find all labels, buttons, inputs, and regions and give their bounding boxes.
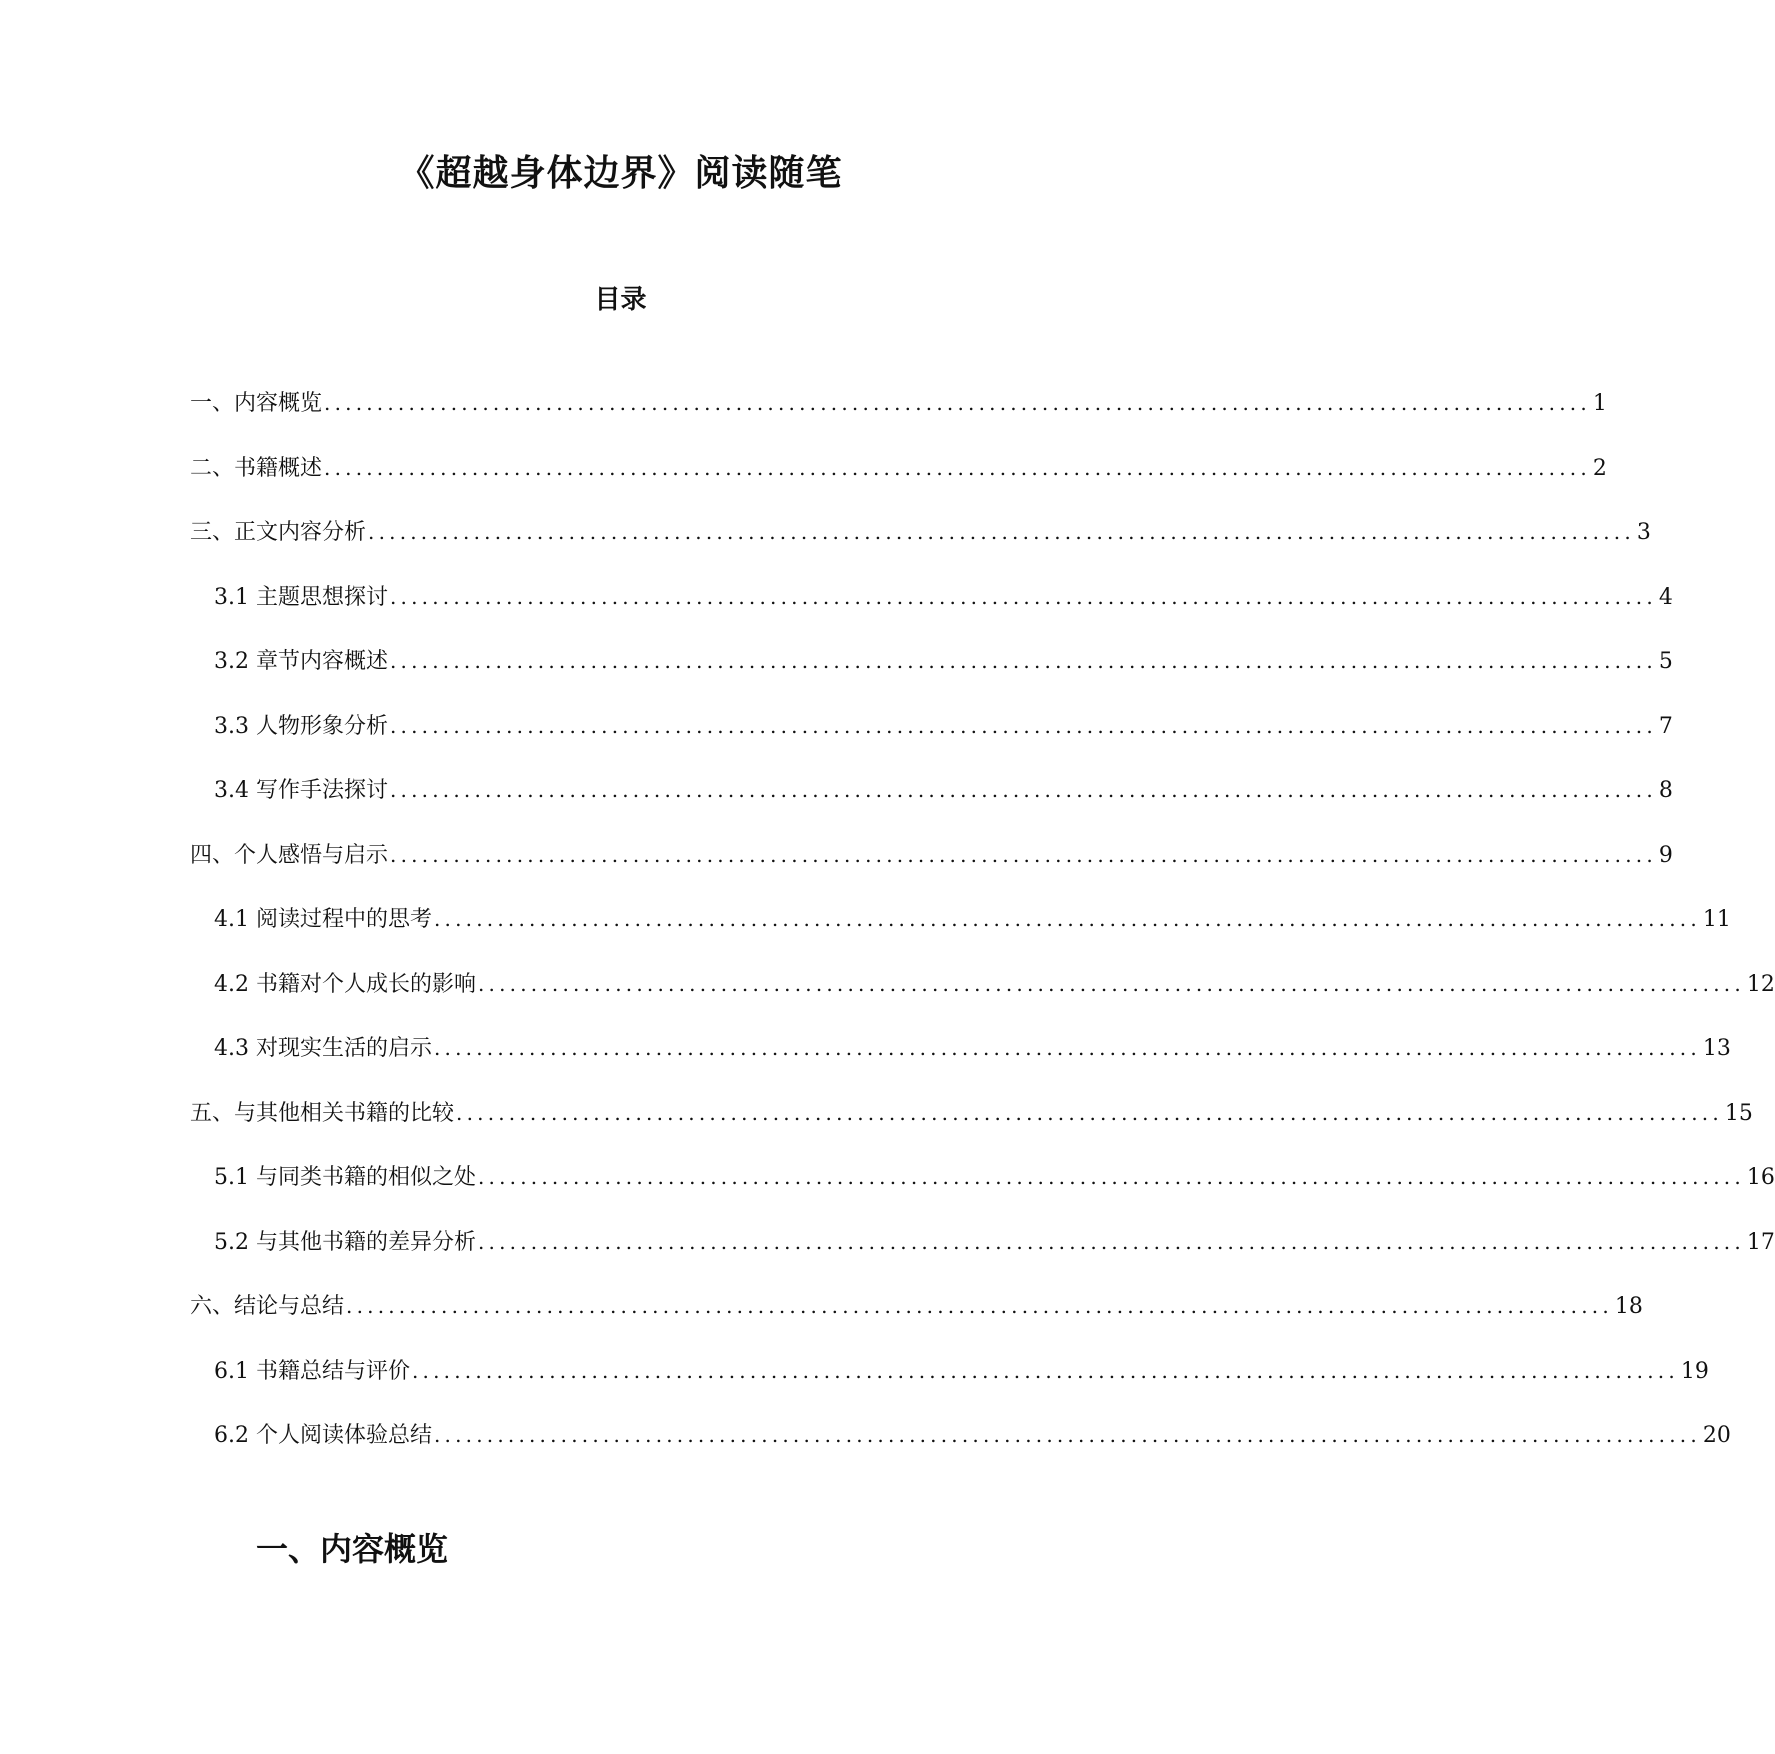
toc-leader-dots: ........................................................................................................................ <box>477 1229 1745 1254</box>
toc-entry[interactable] <box>214 966 1775 1002</box>
toc-entry-label: 6.1 书籍总结与评价 <box>214 1358 410 1384</box>
toc-leader-dots: ........................................................................................................................ <box>324 455 1591 480</box>
toc-entry[interactable] <box>190 514 1651 550</box>
toc-entry-label: 3.2 章节内容概述 <box>214 649 388 674</box>
toc-leader-dots: ........................................................................................................................ <box>368 520 1635 544</box>
toc-leader-dots: ........................................................................................................................ <box>346 1294 1613 1318</box>
toc-entry-page: 16 <box>1746 1165 1775 1190</box>
toc-leader-dots: ........................................................................................................................ <box>411 1358 1679 1383</box>
toc-entry[interactable] <box>214 579 1673 615</box>
toc-entry-page: 3 <box>1636 520 1651 545</box>
toc-entry-page: 9 <box>1658 842 1673 868</box>
toc-entry-label: 一、内容概览 <box>190 391 323 416</box>
toc-heading: 目录 <box>594 285 647 315</box>
toc-entry-label: 4.3 对现实生活的启示 <box>214 1036 432 1061</box>
toc-entry-label: 六、结论与总结 <box>190 1294 345 1319</box>
toc-entry[interactable] <box>190 1288 1643 1324</box>
toc-entry-label: 3.4 写作手法探讨 <box>214 778 388 803</box>
toc-entry-page: 13 <box>1702 1036 1731 1061</box>
toc-entry-page: 20 <box>1702 1423 1731 1448</box>
toc-leader-dots: ........................................................................................................................ <box>433 907 1701 931</box>
toc-leader-dots: ........................................................................................................................ <box>389 778 1657 802</box>
toc-entry-page: 5 <box>1658 649 1673 674</box>
toc-leader-dots: ........................................................................................................................ <box>456 1100 1723 1125</box>
toc-entry[interactable] <box>190 837 1673 873</box>
document-title: 《超越身体边界》阅读随笔 <box>398 153 843 194</box>
toc-entry-page: 11 <box>1702 907 1731 932</box>
toc-entry-page: 8 <box>1658 778 1673 803</box>
toc-entry[interactable] <box>214 1030 1731 1066</box>
toc-entry-page: 7 <box>1658 713 1673 739</box>
toc-leader-dots: ........................................................................................................................ <box>324 391 1591 415</box>
toc-entry-label: 6.2 个人阅读体验总结 <box>214 1423 432 1448</box>
toc-entry-label: 五、与其他相关书籍的比较 <box>190 1100 455 1126</box>
toc-entry-page: 18 <box>1614 1294 1643 1319</box>
toc-leader-dots: ........................................................................................................................ <box>477 971 1745 996</box>
toc-leader-dots: ........................................................................................................................ <box>390 842 1657 867</box>
toc-entry-page: 4 <box>1658 584 1673 610</box>
toc-entry-page: 19 <box>1680 1358 1709 1384</box>
toc-leader-dots: ........................................................................................................................ <box>389 584 1657 609</box>
toc-entry-label: 四、个人感悟与启示 <box>190 842 389 868</box>
toc-entry-page: 12 <box>1746 971 1775 997</box>
toc-entry-page: 17 <box>1746 1229 1775 1255</box>
toc-leader-dots: ........................................................................................................................ <box>477 1165 1745 1189</box>
toc-entry-label: 3.3 人物形象分析 <box>214 713 388 739</box>
toc-entry-page: 15 <box>1724 1100 1753 1126</box>
toc-entry[interactable] <box>214 1224 1775 1260</box>
toc-entry-label: 5.1 与同类书籍的相似之处 <box>214 1165 476 1190</box>
section-heading: 一、内容概览 <box>256 1530 449 1568</box>
toc-entry[interactable] <box>214 1353 1709 1389</box>
toc-entry-label: 二、书籍概述 <box>190 455 323 481</box>
toc-entry-label: 三、正文内容分析 <box>190 520 367 545</box>
toc-entry-label: 4.2 书籍对个人成长的影响 <box>214 971 476 997</box>
toc-entry[interactable] <box>214 772 1673 808</box>
toc-leader-dots: ........................................................................................................................ <box>433 1036 1701 1060</box>
toc-entry[interactable] <box>214 708 1673 744</box>
toc-entry[interactable] <box>190 385 1607 421</box>
toc-entry[interactable] <box>190 450 1607 486</box>
toc-entry-label: 3.1 主题思想探讨 <box>214 584 388 610</box>
toc-entry-label: 5.2 与其他书籍的差异分析 <box>214 1229 476 1255</box>
toc-leader-dots: ........................................................................................................................ <box>389 713 1657 738</box>
toc-entry-page: 1 <box>1592 391 1607 416</box>
toc-leader-dots: ........................................................................................................................ <box>433 1423 1701 1447</box>
toc-entry[interactable] <box>190 1095 1753 1131</box>
toc-entry[interactable] <box>214 1417 1731 1453</box>
toc-leader-dots: ........................................................................................................................ <box>389 649 1657 673</box>
toc-entry[interactable] <box>214 901 1731 937</box>
toc-entry[interactable] <box>214 643 1673 679</box>
toc-entry[interactable] <box>214 1159 1775 1195</box>
toc-entry-label: 4.1 阅读过程中的思考 <box>214 907 432 932</box>
toc-entry-page: 2 <box>1592 455 1607 481</box>
